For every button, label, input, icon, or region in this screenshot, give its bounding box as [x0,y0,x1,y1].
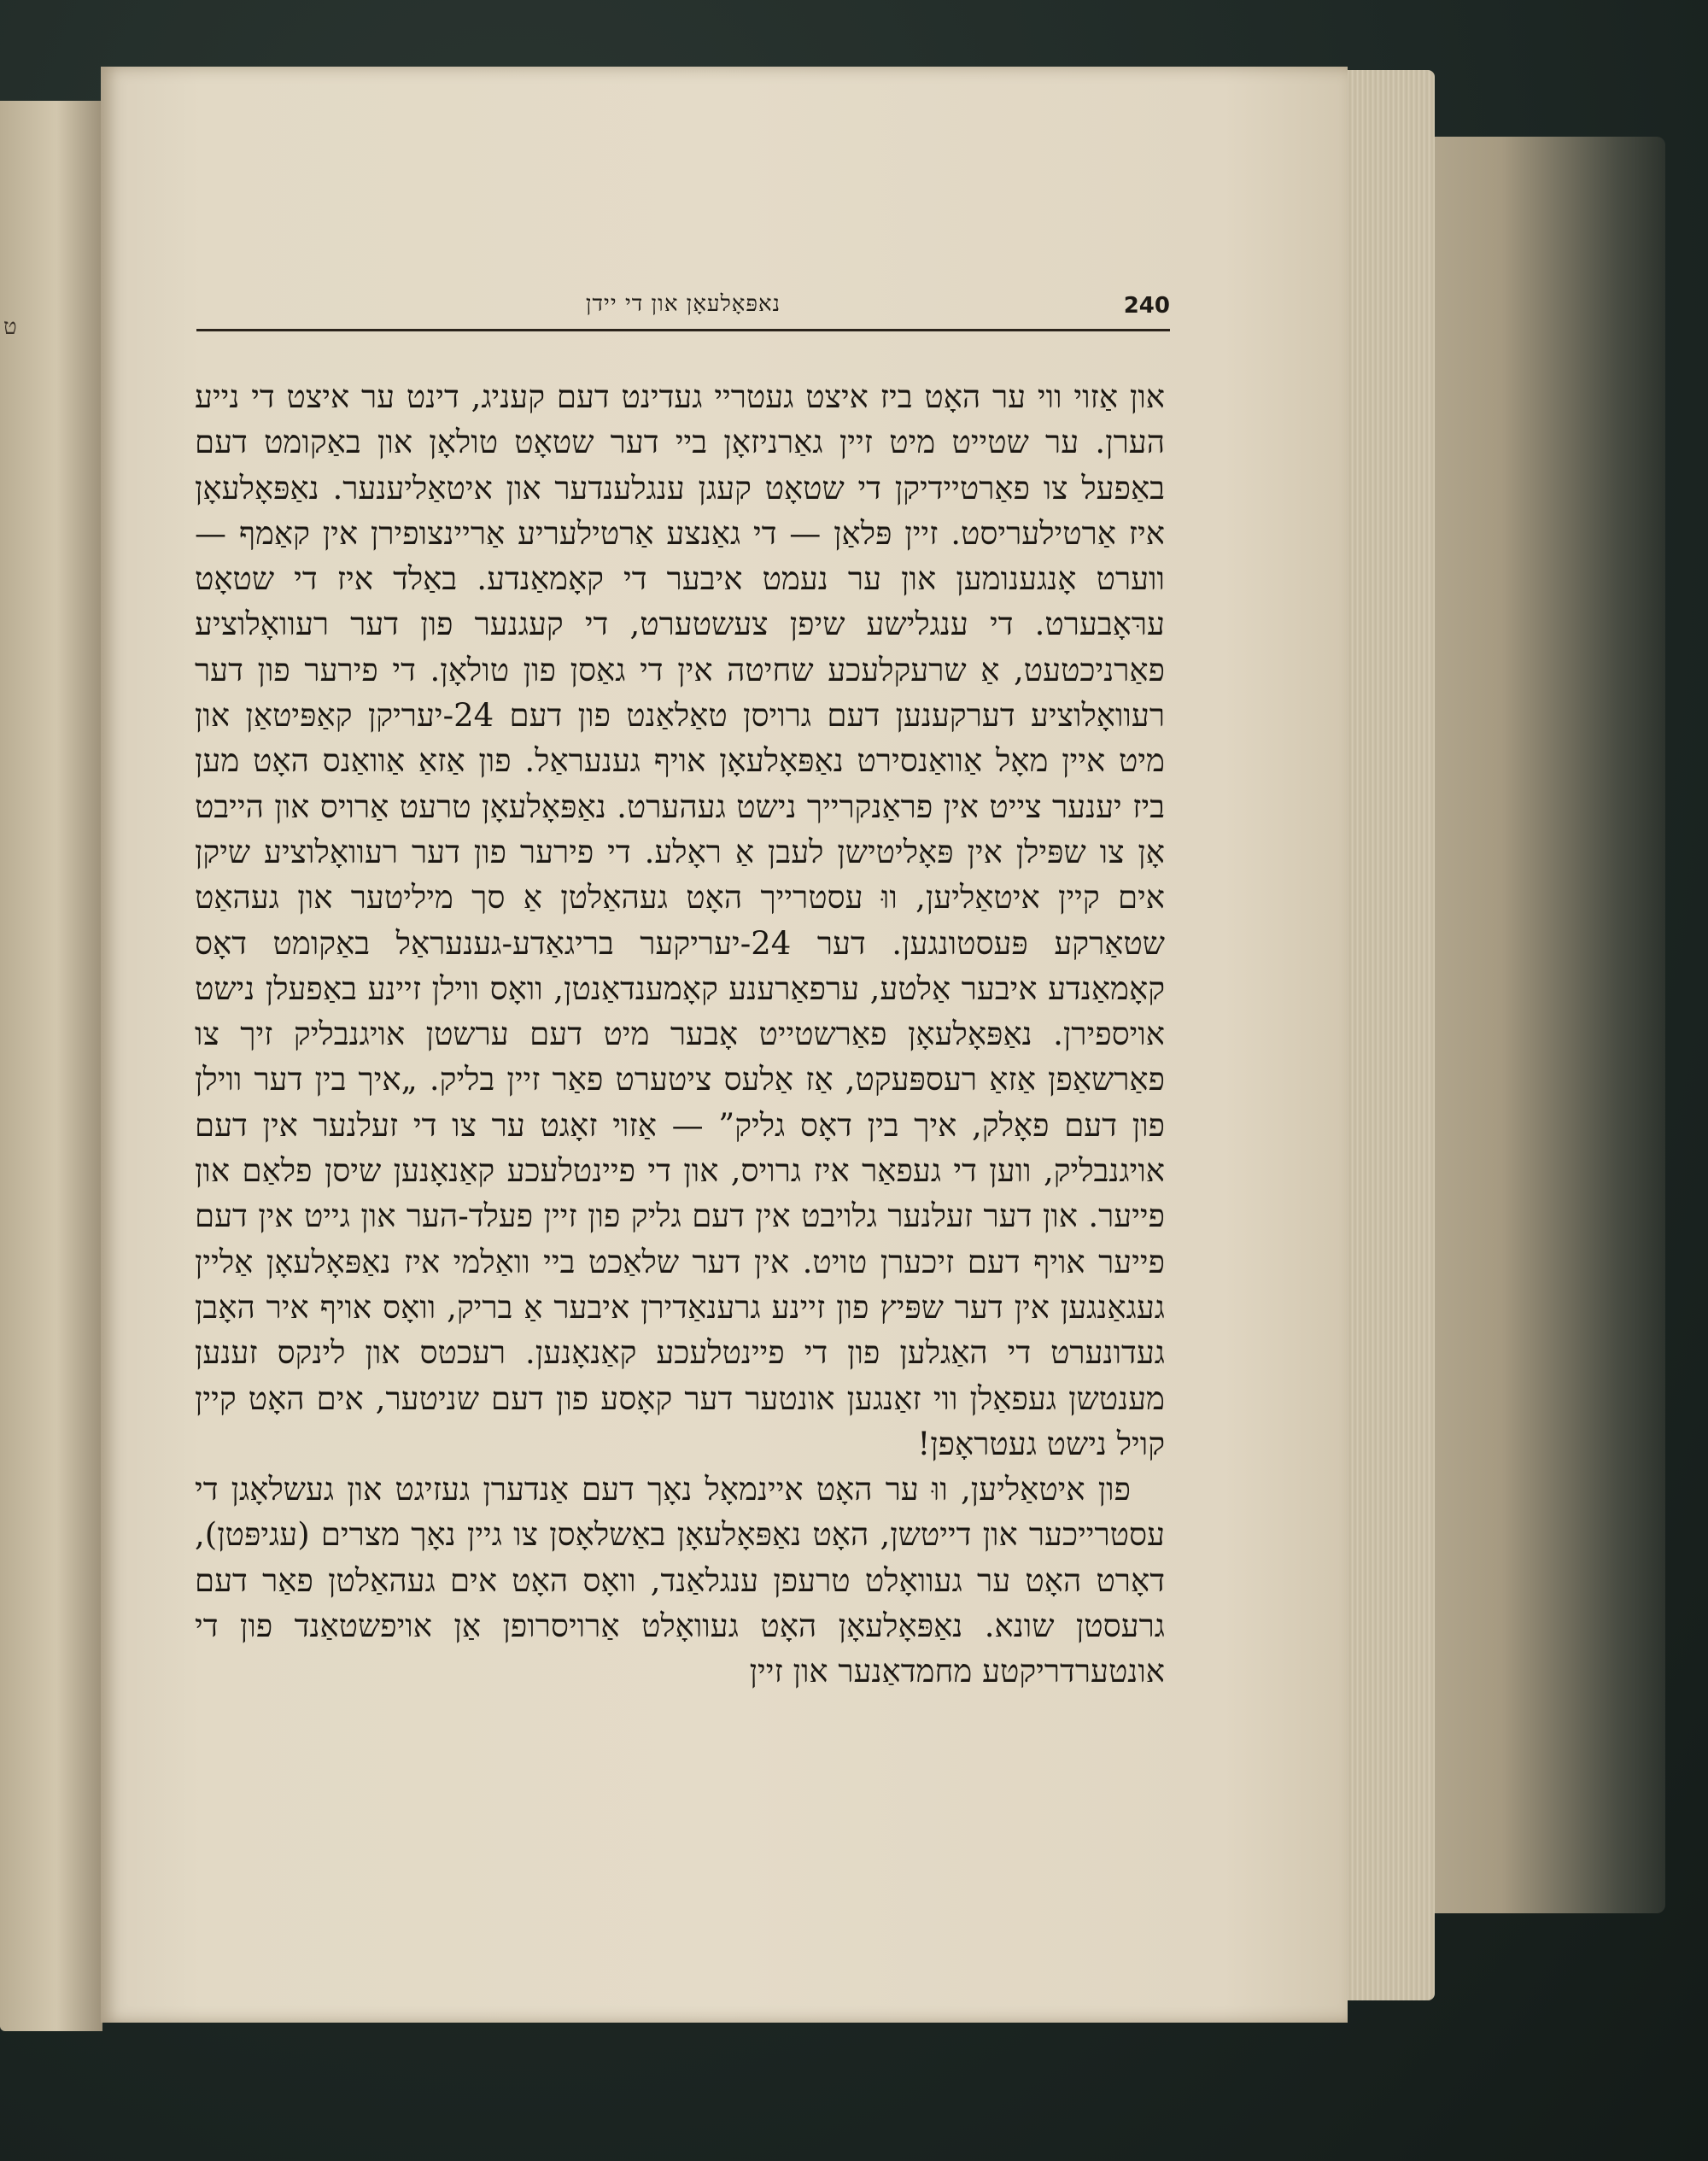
page-stack-edge [1332,70,1435,2000]
running-title: נאפּאָלעאָן און די יידן [585,291,781,317]
paragraph-2: פון איטאַליען, ווּ ער האָט איינמאָל נאָך דעם אַנדערן געזיגט און געשלאָגן די עסטרייכער און דייטשן, האָט נאַפּאָלעאָן באַשלאָסן צו גיין נאָך מצרים (עגיפּטן), דאָרט האָט ער געוואָלט טרעפן ענגלאַנד, וואָס האָט אים געהאַלטן פאַר דעם גרעסטן שונא. נאַפּאָלעאָן האָט געוואָלט אַרויסרופן אַן אויפשטאַנד פון די אונטערדריקטע מחמדאַנער און זיין [195,1471,1165,1690]
left-page-margin-letter: ט [3,314,17,340]
page-body [195,374,1165,1695]
page-number: 240 [1123,293,1170,319]
paragraph-1: און אַזוי ווי ער האָט ביז איצט געטריי געדינט דעם קעניג, דינט ער איצט די נייע הערן. ער שטייט מיט זיין גאַרניזאָן ביי דער שטאָט טולאָן און באַקומט דעם באַפעל צו פאַרטיידיקן די שטאָט קעגן ענגלענדער און איטאַליענער. נאַפּאָלעאָן איז אַרטילעריסט. זיין פּלאַן — די גאַנצע אַרטילעריע אַריינצופירן אין קאַמף — ווערט אָנגענומען און ער נעמט איבער די קאָמאַנדע. באַלד איז די שטאָט ערּאָבערט. די ענגלישע שיפן צעשטערט, די קעגנער פון דער רעוואָלוציע פאַרניכטעט, אַ שרעקלעכע שחיטה אין די גאַסן פון טולאָן. די פירער פון דער רעוואָלוציע דערקענען דעם גרויסן טאַלאַנט פון דעם 24-יעריקן קאַפּיטאַן און מיט איין מאָל אַוואַנסירט נאַפּאָלעאָן אויף גענעראַל. פון אַזאַ אַוואַנס האָט מען ביז יענער צייט אין פראַנקרייך נישט געהערט. נאַפּאָלעאָן טרעט אַרויס און הייבט אָן צו שפּילן אין פּאָליטישן לעבן אַ ראָלע. די פירער פון דער רעוואָלוציע שיקן אים קיין איטאַליען, ווּ עסטרייך האָט געהאַלטן אַ סך מיליטער און געהאַט שטאַרקע פּעסטונגען. דער 24-יעריקער בריגאַדע-גענעראַל באַקומט דאָס קאָמאַנדע איבער אַלטע, ערפאַרענע קאָמענדאַנטן, וואָס ווילן זיינע באַפעלן נישט אויספירן. נאַפּאָלעאָן פאַרשטייט אָבער מיט דעם ערשטן אויגנבליק זיך צו פאַרשאַפן אַזאַ רעספּעקט, אַז אַלעס ציטערט פאַר זיין בליק. „איך בין דער ווילן פון דעם פאָלק, איך בין דאָס גליק” — אַזוי זאָגט ער צו די זעלנער אין דעם אויגנבליק, ווען די געפאַר איז גרויס, און די פיינטלעכע קאַנאָנען שיסן פלאַם און פייער. און דער זעלנער גלויבט אין דעם גליק פון זיין פעלד-הער און גייט אין דעם פייער אויף דעם זיכערן טויט. אין דער שלאַכט ביי וואַלמי איז נאַפּאָלעאָן אַליין געגאַנגען אין דער שפּיץ פון זיינע גרענאַדירן איבער אַ בריק, וואָס אויף איר האָבן געדונערט די האַגלען פון די פיינטלעכע קאַנאָנען. רעכטס און לינקס זענען מענטשן געפאַלן ווי זאַנגען אונטער דער קאָסע פון דעם שניטער, אים האָט קיין קויל נישט געטראָפן! [195,378,1165,1462]
page-header [196,278,1170,331]
left-page-edge [0,101,102,2031]
